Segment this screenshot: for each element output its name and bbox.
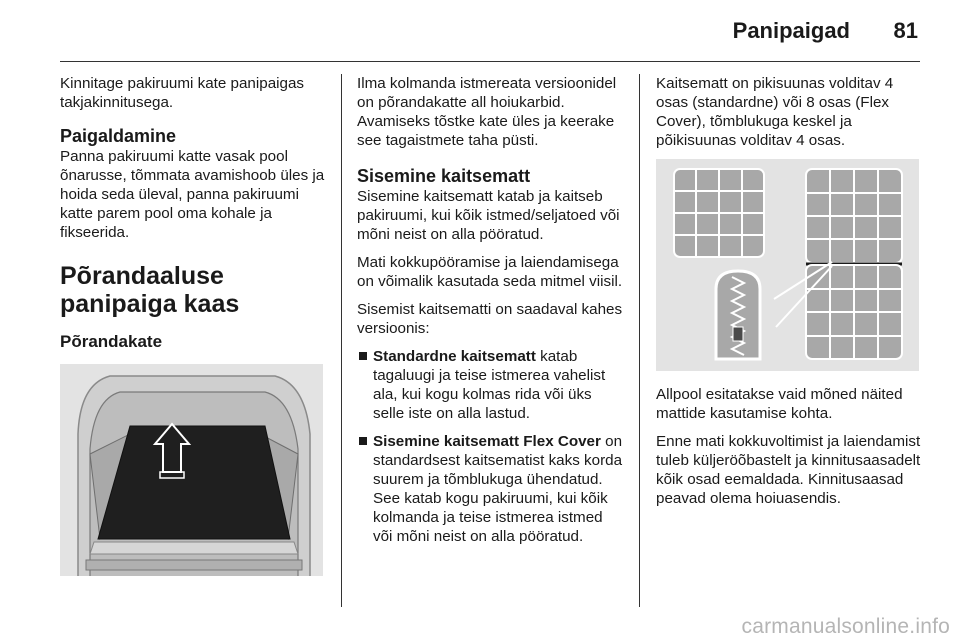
- mat-paragraph-1: Sisemine kaitsematt katab ja kaitseb pakiruumi, kui kõik istmed/seljatoed või mõni neist on alla pööratud.: [357, 188, 620, 243]
- page-number: 81: [893, 18, 918, 43]
- column-2: [357, 74, 625, 555]
- bullet-square-icon: [359, 437, 367, 445]
- intro-paragraph: Kinnitage pakiruumi kate panipaigas takjakinnitusega.: [60, 75, 305, 111]
- mat-paragraph-2: Mati kokkupööramise ja laiendamisega on võimalik kasutada seda mitmel viisil.: [357, 254, 623, 290]
- header-divider: [60, 61, 920, 62]
- bullet-standard-mat: [357, 347, 625, 423]
- install-heading: Paigaldamine: [60, 126, 177, 146]
- page-header-title: Panipaigad: [732, 18, 850, 43]
- column-divider-2: [639, 74, 640, 607]
- mat-heading: Sisemine kaitsematt: [357, 166, 531, 186]
- install-paragraph: Panna pakiruumi katte vasak pool õnarusse, tõmmata avamishoob üles ja hoida seda üleval, panna pakiruumi katte parem pool oma kohale ja fikseerida.: [60, 148, 325, 241]
- bullet-flex-cover: [357, 432, 625, 546]
- examples-paragraph: Allpool esitatakse vaid mõned näited mattide kasutamise kohta.: [656, 386, 903, 422]
- subsection-heading: Põrandakate: [60, 332, 163, 351]
- protective-mat-illustration: [656, 159, 919, 371]
- cargo-floor-cover-illustration: [60, 364, 323, 576]
- bullet-square-icon: [359, 352, 367, 360]
- section-heading: Põrandaaluse panipaiga kaas: [60, 262, 240, 318]
- bullet-term: Standardne kaitsematt: [373, 348, 536, 365]
- bullet-text: on standardsest kaitsematist kaks korda suurem ja tõmblukuga ühendatud. See katab kogu pakiruumi, kui kõik kolmanda ja teise istmerea istmed või mõni neist on alla pööratud.: [373, 433, 623, 545]
- column-3: [656, 74, 922, 517]
- preparation-paragraph: Enne mati kokkuvoltimist ja laiendamist tuleb küljeröõbastelt ja kinnitusaasadelt kõik osad eemaldada. Kinnitusaasad peavad olema hoiuasendis.: [656, 433, 921, 507]
- mat-paragraph-3: Sisemist kaitsematti on saadaval kahes versioonis:: [357, 301, 623, 337]
- bullet-text: katab tagaluugi ja teise istmerea vahelist ala, kui kogu kolmas rida või üks selle iste on alla lastud.: [373, 348, 606, 422]
- bullet-term: Sisemine kaitsematt Flex Cover: [373, 433, 601, 450]
- column-1: [60, 74, 328, 576]
- storage-paragraph: Ilma kolmanda istmereata versioonidel on põrandakatte all hoiukarbid. Avamiseks tõstke kate üles ja keerake see tagaistmete taha püsti.: [357, 75, 617, 149]
- fold-paragraph: Kaitsematt on pikisuunas volditav 4 osas (standardne) või 8 osas (Flex Cover), tõmblukuga keskel ja põikisuunas volditav 4 osas.: [656, 75, 894, 149]
- watermark: carmanualsonline.info: [741, 615, 950, 638]
- column-divider-1: [341, 74, 342, 607]
